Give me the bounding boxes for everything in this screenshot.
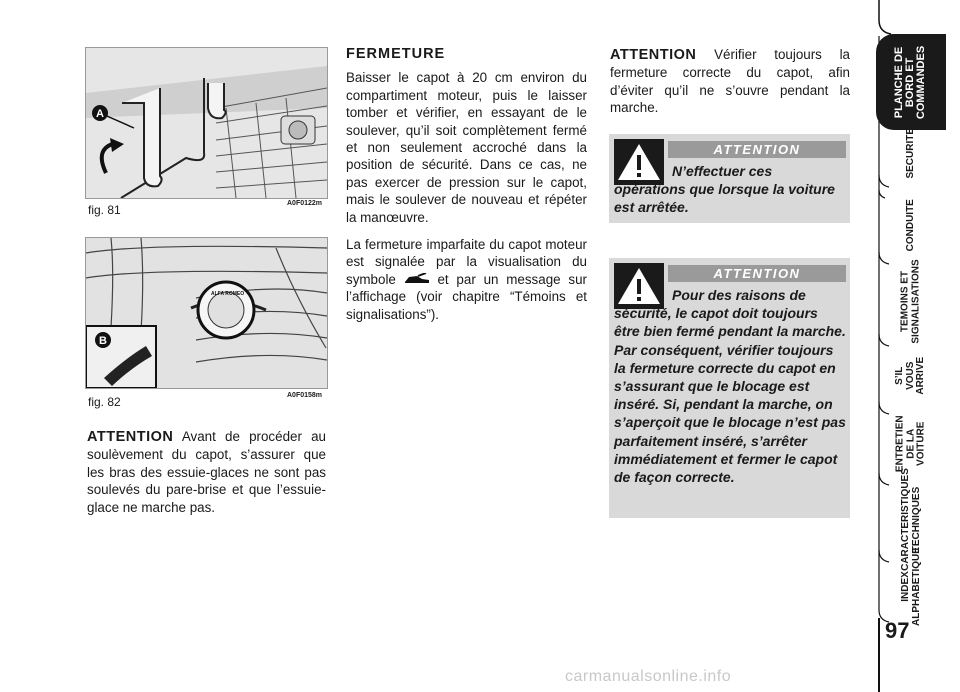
fig-81-code: A0F0122m bbox=[287, 200, 323, 207]
tab-securite[interactable]: SECURITE bbox=[904, 127, 916, 179]
figure-81-image bbox=[85, 47, 328, 199]
col3-attention-lead: ATTENTION bbox=[610, 47, 697, 63]
tab-entretien[interactable]: ENTRETIEN DE LA VOITURE bbox=[894, 415, 927, 473]
tab-index[interactable]: INDEX ALPHABETIQUE bbox=[899, 546, 921, 626]
callout-b: B bbox=[99, 335, 107, 347]
col3-attention bbox=[610, 46, 850, 127]
fig-81-caption: fig. 81 bbox=[88, 203, 121, 217]
col1-attention bbox=[87, 428, 326, 526]
fermeture-para2 bbox=[346, 236, 587, 323]
fermeture-para2-after: et par un message sur l’affichage (voir chapitre “Témoins et signalisations”). bbox=[346, 271, 587, 322]
emblem-text: ALFA ROMEO bbox=[211, 291, 245, 297]
warning-1-text: N’effectuer ces opérations que lorsque la voiture est arrêtée. bbox=[614, 163, 835, 216]
callout-a: A bbox=[96, 108, 104, 120]
col2-fermeture bbox=[346, 46, 587, 333]
figure-82-image bbox=[85, 237, 328, 389]
tab-caracteristiques[interactable]: CARACTERISTIQUES TECHNIQUES bbox=[899, 467, 922, 571]
col1-attention-text: Avant de procéder au soulèvement du capot, s’assurer que les bras des essuie-glaces ne sont pas soulevés du pare-brise et que l’essuie-glace ne marche pas. bbox=[87, 429, 326, 515]
warning-1-badge: ATTENTION bbox=[668, 141, 846, 158]
tab-temoins[interactable]: TEMOINS ET SIGNALISATIONS bbox=[899, 258, 922, 344]
warning-2-badge: ATTENTION bbox=[668, 265, 846, 282]
tab-conduite[interactable]: CONDUITE bbox=[904, 198, 916, 252]
tab-sil-vous-arrive[interactable]: S’IL VOUS ARRIVE bbox=[894, 357, 927, 395]
warning-2-text: Pour des raisons de sécurité, le capot doit toujours être bien fermé pendant la marche. Par conséquent, vérifier toujours la fermeture correcte du capot en s’assurant que le blocage est inséré. Si, pendant la marche, on s’aperçoit que le blocage n’est pas parfaitement inséré, s’arrêter immédiatement et fermer le capot de façon correcte. bbox=[614, 287, 846, 486]
fermeture-para1: Baisser le capot à 20 cm environ du compartiment moteur, puis le laisser tomber et vérifier, en essayant de le soulever, qu’il soit complètement fermé et non seulement accroché dans la position de sécurité. Dans ce cas, ne pas exercer de pression sur le capot, mais le soulever de nouveau et répéter la manœuvre. bbox=[346, 70, 587, 225]
col1-attention-lead: ATTENTION bbox=[87, 429, 174, 445]
bonnet-open-icon bbox=[404, 273, 430, 285]
fermeture-para2-before: La fermeture imparfaite du capot moteur est signalée par la visualisation du symbole bbox=[346, 237, 587, 287]
page-number: 97 bbox=[885, 618, 910, 643]
col3-attention-text: Vérifier toujours la fermeture correcte du capot, afin d’éviter qu’il ne s’ouvre pendant la marche. bbox=[610, 47, 850, 116]
fig-82-caption: fig. 82 bbox=[88, 395, 121, 409]
fig-82-code: A0F0158m bbox=[287, 392, 323, 399]
fermeture-heading: FERMETURE bbox=[346, 46, 446, 62]
watermark: carmanualsonline.info bbox=[565, 668, 732, 685]
tab-planche-de-bord[interactable]: PLANCHE DE BORD ET COMMANDES bbox=[876, 34, 946, 130]
